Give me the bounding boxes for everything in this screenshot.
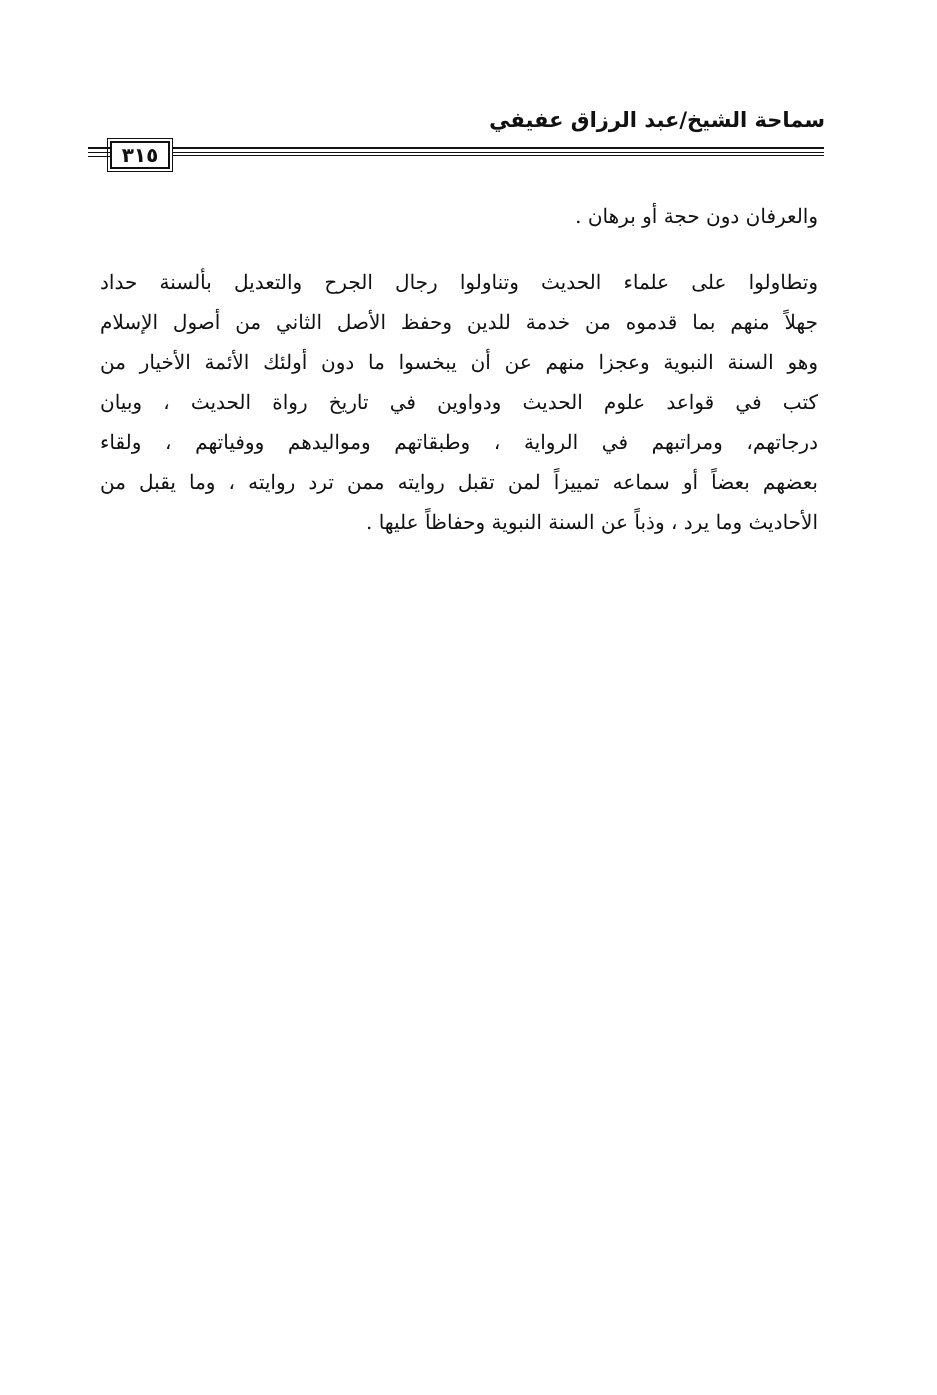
paragraph xyxy=(100,262,818,542)
text-line: درجاتهم، ومراتبهم في الرواية ، وطبقاتهم ومواليدهم ووفياتهم ، ولقاء xyxy=(100,430,818,454)
header-rule-line xyxy=(172,147,824,149)
header-rule-left-line xyxy=(88,156,110,157)
text-line: كتب في قواعد علوم الحديث ودواوين في تاريخ رواة الحديث ، وبيان xyxy=(100,390,818,414)
header-rule-left-line xyxy=(88,152,110,153)
text-line: وتطاولوا على علماء الحديث وتناولوا رجال الجرح والتعديل بألسنة حداد xyxy=(100,270,818,294)
header-rule-line xyxy=(172,152,824,153)
text-line: جهلاً منهم بما قدموه من خدمة للدين وحفظ الأصل الثاني من أصول الإسلام xyxy=(100,310,818,334)
header-rule xyxy=(88,141,824,173)
running-header-title: سماحة الشيخ/عبد الرزاق عفيفي xyxy=(489,108,825,132)
text-line: والعرفان دون حجة أو برهان . xyxy=(575,204,818,228)
paragraph xyxy=(100,196,818,236)
text-line: وهو السنة النبوية وعجزا منهم عن أن يبخسوا ما دون أولئك الأئمة الأخيار من xyxy=(100,350,818,374)
text-line: الأحاديث وما يرد ، وذباً عن السنة النبوية وحفاظاً عليها . xyxy=(365,510,818,534)
body-text xyxy=(100,196,818,542)
header-rule-line xyxy=(172,155,824,156)
text-line: بعضهم بعضاً أو سماعه تمييزاً لمن تقبل روايته ممن ترد روايته ، وما يقبل من xyxy=(100,470,818,494)
page-number: ٣١٥ xyxy=(110,141,170,169)
header-rule-left-line xyxy=(88,147,110,149)
